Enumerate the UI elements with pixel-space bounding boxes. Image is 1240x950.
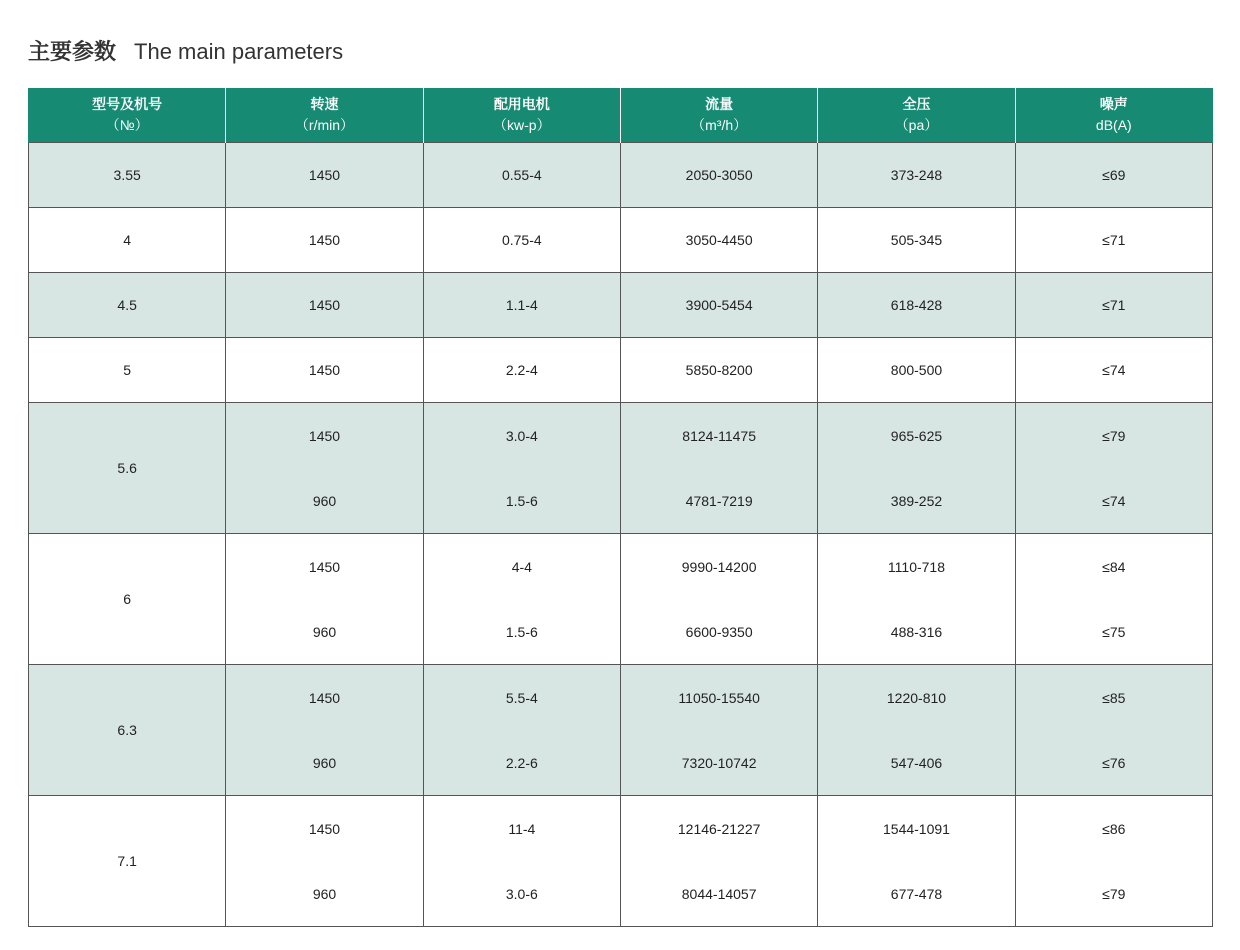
flow-cell: 8044-14057 — [620, 861, 817, 927]
flow-cell: 7320-10742 — [620, 730, 817, 796]
model-cell: 5 — [29, 338, 226, 403]
model-cell: 4.5 — [29, 273, 226, 338]
motor-cell: 2.2-6 — [423, 730, 620, 796]
speed-cell: 1450 — [226, 143, 423, 208]
speed-cell: 1450 — [226, 796, 423, 862]
motor-cell: 3.0-6 — [423, 861, 620, 927]
model-cell: 6.3 — [29, 665, 226, 796]
table-row — [29, 338, 1213, 403]
table-row — [29, 208, 1213, 273]
header-pressure-unit: （pa） — [894, 117, 939, 133]
model-group — [29, 796, 1213, 927]
noise-cell: ≤79 — [1015, 403, 1212, 469]
pressure-cell: 618-428 — [818, 273, 1015, 338]
parameters-table — [28, 88, 1213, 927]
table-row — [29, 796, 1213, 862]
model-group — [29, 208, 1213, 273]
table-row — [29, 665, 1213, 731]
header-noise-label: 噪声 — [1099, 97, 1128, 113]
pressure-cell: 1110-718 — [818, 534, 1015, 600]
flow-cell: 5850-8200 — [620, 338, 817, 403]
model-cell: 5.6 — [29, 403, 226, 534]
header-motor-label: 配用电机 — [493, 97, 550, 113]
motor-cell: 0.75-4 — [423, 208, 620, 273]
noise-cell: ≤86 — [1015, 796, 1212, 862]
model-group — [29, 403, 1213, 534]
header-flow-unit: （m³/h） — [691, 117, 748, 133]
speed-cell: 1450 — [226, 534, 423, 600]
speed-cell: 960 — [226, 861, 423, 927]
header-motor-unit: （kw-p） — [493, 117, 551, 133]
header-pressure-label: 全压 — [902, 97, 931, 113]
header-speed — [226, 88, 423, 143]
pressure-cell: 488-316 — [818, 599, 1015, 665]
motor-cell: 3.0-4 — [423, 403, 620, 469]
pressure-cell: 965-625 — [818, 403, 1015, 469]
pressure-cell: 505-345 — [818, 208, 1015, 273]
noise-cell: ≤85 — [1015, 665, 1212, 731]
motor-cell: 11-4 — [423, 796, 620, 862]
speed-cell: 960 — [226, 468, 423, 534]
noise-cell: ≤71 — [1015, 273, 1212, 338]
header-model-unit: （№） — [105, 117, 149, 133]
header-flow-label: 流量 — [705, 97, 734, 113]
speed-cell: 960 — [226, 599, 423, 665]
header-noise-unit: dB(A) — [1095, 117, 1132, 133]
table-row — [29, 534, 1213, 600]
table-row — [29, 143, 1213, 208]
header-model-label: 型号及机号 — [92, 97, 163, 113]
table-header — [29, 88, 1213, 143]
flow-cell: 2050-3050 — [620, 143, 817, 208]
speed-cell: 1450 — [226, 273, 423, 338]
header-speed-label: 转速 — [310, 97, 339, 113]
noise-cell: ≤69 — [1015, 143, 1212, 208]
table-row — [29, 273, 1213, 338]
header-row — [29, 88, 1213, 143]
flow-cell: 9990-14200 — [620, 534, 817, 600]
motor-cell: 4-4 — [423, 534, 620, 600]
motor-cell: 0.55-4 — [423, 143, 620, 208]
flow-cell: 6600-9350 — [620, 599, 817, 665]
model-cell: 6 — [29, 534, 226, 665]
flow-cell: 11050-15540 — [620, 665, 817, 731]
model-cell: 7.1 — [29, 796, 226, 927]
header-model — [29, 88, 226, 143]
speed-cell: 1450 — [226, 665, 423, 731]
noise-cell: ≤74 — [1015, 468, 1212, 534]
page-title-en: The main parameters — [134, 39, 344, 64]
motor-cell: 2.2-4 — [423, 338, 620, 403]
header-pressure — [818, 88, 1015, 143]
pressure-cell: 1544-1091 — [818, 796, 1015, 862]
header-flow — [620, 88, 817, 143]
page-title — [28, 36, 343, 69]
flow-cell: 8124-11475 — [620, 403, 817, 469]
model-cell: 4 — [29, 208, 226, 273]
pressure-cell: 547-406 — [818, 730, 1015, 796]
speed-cell: 960 — [226, 730, 423, 796]
model-group — [29, 273, 1213, 338]
motor-cell: 1.5-6 — [423, 599, 620, 665]
header-motor — [423, 88, 620, 143]
page-title-cn: 主要参数 — [28, 40, 117, 65]
noise-cell: ≤79 — [1015, 861, 1212, 927]
model-cell: 3.55 — [29, 143, 226, 208]
flow-cell: 12146-21227 — [620, 796, 817, 862]
pressure-cell: 800-500 — [818, 338, 1015, 403]
model-group — [29, 143, 1213, 208]
header-noise — [1015, 88, 1212, 143]
speed-cell: 1450 — [226, 208, 423, 273]
model-group — [29, 534, 1213, 665]
noise-cell: ≤74 — [1015, 338, 1212, 403]
pressure-cell: 389-252 — [818, 468, 1015, 534]
flow-cell: 3050-4450 — [620, 208, 817, 273]
flow-cell: 3900-5454 — [620, 273, 817, 338]
motor-cell: 1.1-4 — [423, 273, 620, 338]
noise-cell: ≤76 — [1015, 730, 1212, 796]
motor-cell: 1.5-6 — [423, 468, 620, 534]
header-speed-unit: （r/min） — [294, 117, 355, 133]
speed-cell: 1450 — [226, 338, 423, 403]
noise-cell: ≤71 — [1015, 208, 1212, 273]
model-group — [29, 665, 1213, 796]
pressure-cell: 373-248 — [818, 143, 1015, 208]
speed-cell: 1450 — [226, 403, 423, 469]
model-group — [29, 338, 1213, 403]
pressure-cell: 677-478 — [818, 861, 1015, 927]
pressure-cell: 1220-810 — [818, 665, 1015, 731]
table-row — [29, 403, 1213, 469]
noise-cell: ≤75 — [1015, 599, 1212, 665]
flow-cell: 4781-7219 — [620, 468, 817, 534]
noise-cell: ≤84 — [1015, 534, 1212, 600]
motor-cell: 5.5-4 — [423, 665, 620, 731]
